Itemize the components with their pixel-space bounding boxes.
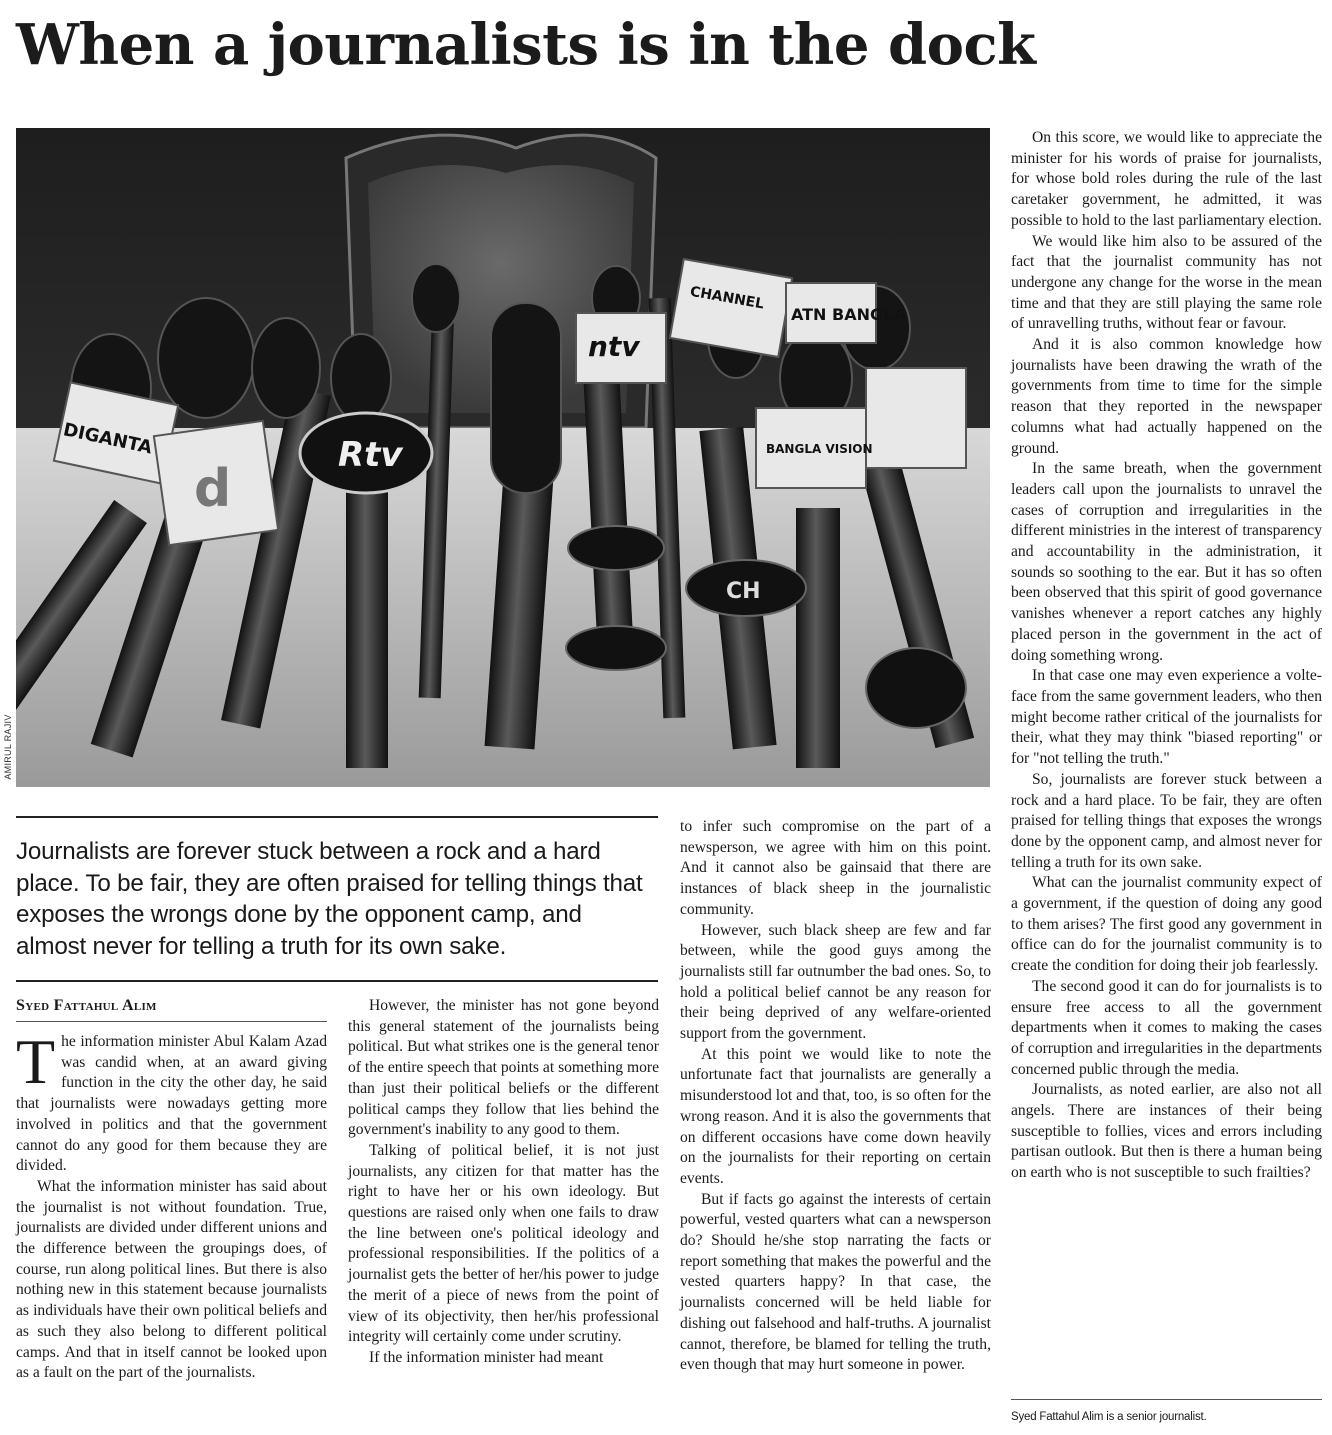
pull-quote — [16, 816, 658, 982]
paragraph: We would like him also to be assured of the fact that the journalist community has not undergone any change for the worse in the mean time and that they are still playing the same role of unravelling truths, without fear or favour. — [1011, 232, 1322, 333]
paragraph: to infer such compromise on the part of a newsperson, we agree with him on this point. And it cannot also be gainsaid that there are instances of black sheep in the journalistic community. — [680, 818, 991, 918]
paragraph: The second good it can do for journalists is to ensure free access to all the government departments when it comes to making the cases of corruption and irregularities in the departments concerned public through the media. — [1011, 977, 1322, 1078]
paragraph: But if facts go against the interests of certain powerful, vested quarters what can a newsperson do? Should he/she stop narrating the facts or report something that makes the powerful and the vested quarters happy? In that case, the journalists concerned will be held liable for dishing out falsehood and half-truths. A journalist cannot, therefore, be blamed for telling the truth, even though that may hurt someone in power. — [680, 1190, 991, 1374]
paragraph: In that case one may even experience a volte-face from the same government leaders, who then might become rather critical of the journalists for their, what they may think "biased reporting" or for "not telling the truth." — [1011, 667, 1322, 768]
paragraph: If the information minister had meant — [369, 1348, 604, 1366]
photo-logo-ch: CH — [726, 579, 761, 604]
paragraph: However, such black sheep are few and far between, while the good guys among the journalists still far outnumber the bad ones. So, to hold a political belief cannot be any reason for their being deprived of any welfare-oriented support from the government. — [680, 921, 991, 1043]
photo-logo-channel: CHANNEL — [688, 283, 766, 313]
article-column-3 — [680, 817, 991, 1376]
drop-cap: T — [16, 1026, 56, 1097]
paragraph: In the same breath, when the government leaders call upon the journalists to unravel the cases of corruption and irregularities in the different ministries in the interest of transparency and accountability in the administration, it sounds so soothing to the ear. But it has so often been observed that this spirit of good governance vanishes whenever a report catches any highly placed person in the government in the act of doing something wrong. — [1011, 460, 1322, 664]
press-microphones-photo — [16, 128, 990, 787]
photo-logo-ntv: ntv — [588, 330, 640, 363]
pull-quote-text: Journalists are forever stuck between a rock and a hard place. To be fair, they are often praised for telling things that exposes the wrongs done by the opponent camp, and almost never for telling a truth for its own sake. — [16, 838, 643, 960]
byline: Syed Fattahul Alim — [16, 996, 327, 1022]
article-column-1 — [16, 1026, 327, 1384]
paragraph: However, the minister has not gone beyond this general statement of the journalists being political. But what strikes one is the general tenor of the entire speech that points at something more than just their political beliefs or the different political camps they follow that lies behind the government's inability to any good to them. — [348, 997, 659, 1139]
paragraph: Talking of political belief, it is not just journalists, any citizen for that matter has the right to have her or his own ideology. But questions are raised only when one fails to draw the line between one's political ideology and professional responsibilities. If the politics of a journalist gets the better of her/his power to judge the merit of a piece of news from the point of view of its objectivity, then her/his professional integrity will certainly come under scrutiny. — [348, 1141, 659, 1346]
paragraph: Journalists, as noted earlier, are also not all angels. There are instances of their being susceptible to follies, vices and errors including partisan outlook. But then is there a human being on earth who is not susceptible to such frailties? — [1011, 1081, 1322, 1182]
paragraph: So, journalists are forever stuck between a rock and a hard place. To be fair, they are often praised for telling things that exposes the wrongs done by the opponent camp, and almost never for telling a truth for its own sake. — [1011, 770, 1322, 871]
paragraph: The information minister Abul Kalam Azad was candid when, at an award giving function in the city the other day, he said that journalists were nowadays getting more involved in politics and that the government cannot do any good for them because they are divided. — [16, 1026, 327, 1175]
photo-credit: AMIRUL RAJIV — [3, 714, 13, 780]
article-column-4 — [1011, 128, 1322, 1184]
photo-logo-atn: ATN BANGLA — [791, 305, 906, 324]
paragraph: And it is also common knowledge how journalists have been drawing the wrath of the governments from time to time for the simple reason that they reported in the newspaper columns what had actually happened on the ground. — [1011, 336, 1322, 457]
article-column-2 — [348, 996, 659, 1369]
bio-divider — [1011, 1399, 1322, 1400]
paragraph: What the information minister has said about the journalist is not without foundation. True, journalists are divided under different unions and the difference between the groupings does, of course, run along political lines. But there is also nothing new in this statement because journalists as individuals have their own political beliefs and as such they also belong to different political camps. And that in itself cannot be looked upon as a fault on the part of the journalists. — [16, 1177, 327, 1382]
paragraph: What can the journalist community expect of a government, if the question of doing any good to them arises? The first good any government in office can do for the journalist community is to create the condition for doing their job fearlessly. — [1011, 874, 1322, 975]
author-bio: Syed Fattahul Alim is a senior journalist. — [1011, 1411, 1207, 1423]
photo-logo-banglavision: BANGLA VISION — [766, 442, 873, 456]
headline: When a journalists is in the dock — [16, 12, 1036, 78]
paragraph: At this point we would like to note the unfortunate fact that journalists are generally a misunderstood lot and that, too, is so often for the wrong reason. And it is also the governments that on different occasions have come down heavily on the journalists for their reporting on certain events. — [680, 1045, 991, 1187]
paragraph: On this score, we would like to appreciate the minister for his words of praise for journalists, for whose bold roles during the rule of the last caretaker government, he admitted, it was possible to hold to the last parliamentary election. — [1011, 129, 1322, 229]
photo-logo-rtv: Rtv — [338, 435, 403, 475]
photo-logo-d: d — [194, 459, 232, 519]
photo-logo-diganta: DIGANTA — [61, 419, 155, 459]
